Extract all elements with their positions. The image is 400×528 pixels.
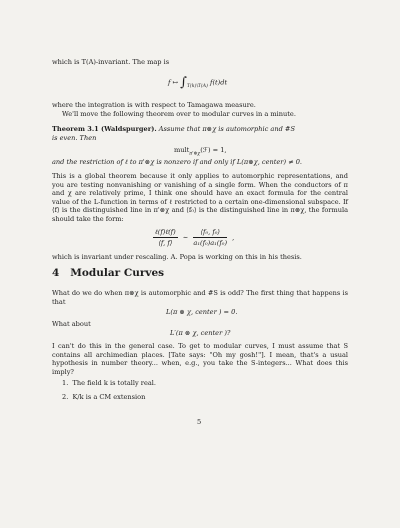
theorem-heading: Theorem 3.1 (Waldspurger). <box>52 125 157 133</box>
theorem-equation: mult$_{\pi'\otimes\chi}$(ℱ) = 1, <box>174 146 227 157</box>
section-title: Modular Curves <box>70 267 165 279</box>
paragraph-integration: where the integration is with respect to Tamagawa measure. <box>52 101 256 109</box>
fraction-right: $\frac{\text{⟨f₀, f₀⟩}}{\text{a₁(f₀)a₁(f₀)}}$ <box>193 228 228 247</box>
paragraph-global: This is a global theorem because it only applies to automorphic representations, and you are testing nonvanishing or vanishing of a single form. When the conductors of π and χ are relatively prime, I think one should have an exact formula for the central value of the L-function in terms of ℓ restricted to a certain one-dimensional subspace. If ⟨f⟩ is the distinguished line in π'⊗χ and ⟨f₀⟩ is the distinguished line in π⊗χ, the formula should take the form: <box>52 172 348 223</box>
paragraph-invariant: which is invariant under rescaling. A. Popa is working on this in his thesis. <box>52 253 302 261</box>
paragraph-what-about: What about <box>52 320 91 328</box>
list-item: 1. The field k is totally real. <box>62 379 156 387</box>
integral-domain: T(k)\T(A) <box>186 83 208 89</box>
theorem-text-3: and the restriction of ℓ to π'⊗χ is nonzero if and only if L(π⊗χ, center) ≠ 0. <box>52 158 303 166</box>
intro-line: which is T(A)-invariant. The map is <box>52 58 170 66</box>
paragraph-what: What do we do when π⊗χ is automorphic and #S is odd? The first thing that happens is that <box>52 289 348 306</box>
theorem-text-1: Assume that π⊗χ is automorphic and #S <box>158 125 295 133</box>
equation-L-prime: L′(π ⊗ χ, center )? <box>170 329 231 337</box>
map-lhs: f ↦ <box>168 78 179 87</box>
formula: $\frac{\text{ℓ(f)ℓ̄(f)}}{⟨f, f⟩}$ ∼ $\frac{\text{⟨f₀, f₀⟩}}{\text{a₁(f₀)a₁(f₀)}}$ , <box>155 228 235 247</box>
section-number: 4 <box>52 267 60 279</box>
equation-L: L(π ⊗ χ, center ) = 0. <box>166 308 238 316</box>
section-heading <box>52 267 164 279</box>
list-item: 2. K/k is a CM extension <box>62 393 146 401</box>
map-equation <box>168 75 227 90</box>
fraction-left: $\frac{\text{ℓ(f)ℓ̄(f)}}{⟨f, f⟩}$ <box>155 228 176 247</box>
paragraph-move: We'll move the following theorem over to modular curves in a minute. <box>62 110 296 118</box>
page-number: 5 <box>197 418 202 426</box>
map-integrand: f(t)dt <box>210 78 228 87</box>
paragraph-cant: I can't do this in the general case. To get to modular curves, I must assume that S contains all archimedian places. [Tate says: "Oh my gosh!"]. I mean, that's a usual hypothesis in number theory... when, e.g., you take the S-integers... What does this imply? <box>52 342 348 376</box>
theorem-text-2: is even. Then <box>52 134 97 142</box>
integral-sign: ∫ <box>180 75 187 90</box>
